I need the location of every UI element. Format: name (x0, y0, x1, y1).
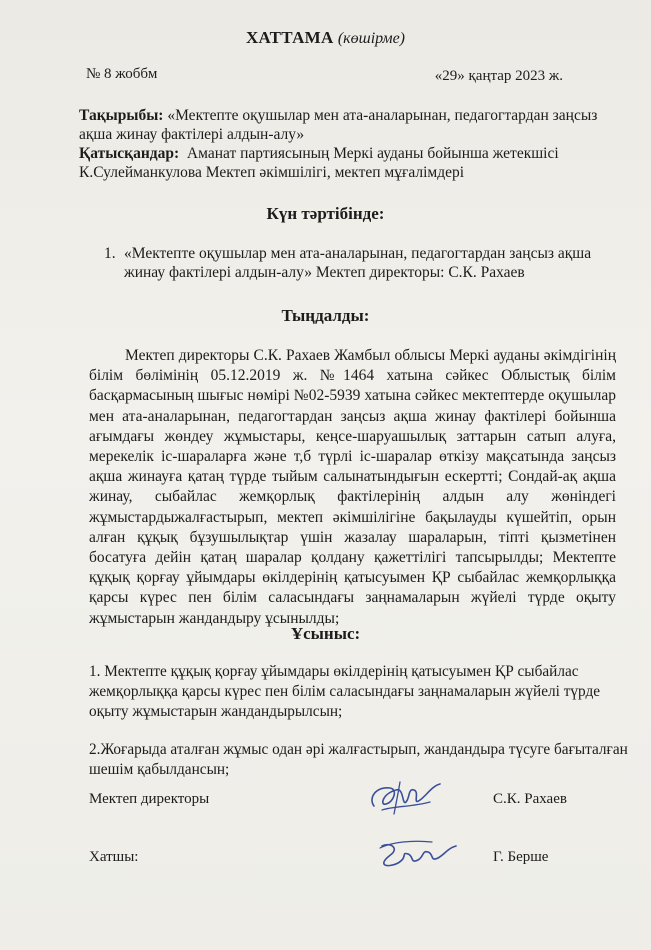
agenda-item-number: 1. (104, 245, 116, 262)
secretary-signature-icon (372, 836, 462, 876)
proposal-item-1: 1. Мектепте құқық қорғау ұйымдары өкілдерінің қатысуымен ҚР сыбайлас жемқорлыққа қарсы күрес пен білім саласындағы заңнамаларын жүйелі түрде оқыту жұмыстарын жандандырылсын; (89, 663, 601, 720)
secretary-name: Г. Берше (493, 849, 549, 865)
heard-paragraph (89, 346, 616, 629)
heard-text: Мектеп директоры С.К. Рахаев Жамбыл облысы Меркі ауданы әкімдігінің білім бөлімінің 05.12.2019 ж. №1464 хатына сәйкес Облыстық білім басқармасының шығыс нөмірі №02-5939 хатына сәйкес мектептерде оқушылар мен ата-аналарынан, педагогтардан заңсыз ақша жинау фактілері бойынша ағымдағы жөндеу жұмыстары, кеңсе-шаруашылық заттарын сатып алуға, мерекелік іс-шараларға және т,б түрлі іс-шаралар өткізу мақсатында заңсыз ақша жинауға қатаң түрде тыйым салынатындығын ескертті; Сондай-ақ ақша жинау, сыбайлас жемқорлық фактілерінің алдын алу жөніндегі жұмыстардыжалғастырып, мектеп әкімшілігіне бақылауды күшейтіп, орын алған құқық бұзушылықтар үшін жазалау шараларын, тіпті қызметінен босатуға дейін қатаң шаралар қолдану қажеттілігі тапсырылды; Мектепте құқық қорғау ұйымдары өкілдерінің қатысуымен ҚР сыбайлас жемқорлыққа қарсы күрес пен білім саласындағы заңнамаларын жүйелі түрде оқыту жұмыстарын жандандыру ұсынылды; (89, 347, 616, 627)
document-title: ХАТТАМА (көшірме) (245, 28, 406, 47)
heard-heading: Тыңдалды: (281, 306, 370, 325)
protocol-date: «29» қаңтар 2023 ж. (434, 68, 563, 84)
topic-label: Тақырыбы: (79, 107, 164, 124)
director-name: С.К. Рахаев (493, 791, 567, 807)
director-role: Мектеп директоры (89, 791, 210, 807)
topic-block (79, 106, 599, 182)
proposal-heading: Ұсыныс: (290, 624, 361, 643)
participants-label: Қатысқандар: (79, 145, 180, 162)
director-signature-icon (360, 776, 450, 820)
proposal-item-2: 2.Жоғарыда аталған жұмыс одан әрі жалғастырып, жандандыра түсуге бағыталған шешім қабылдансын; (89, 741, 628, 778)
agenda-heading: Күн тәртібінде: (266, 204, 385, 223)
topic-text: «Мектепте оқушылар мен ата-аналарынан, педагогтардан заңсыз ақша жинау фактілері алдын-алу» (79, 107, 598, 143)
agenda-item (104, 244, 614, 282)
secretary-role: Хатшы: (89, 849, 139, 865)
protocol-number: № 8 жоббм (86, 66, 158, 82)
participants-text: Аманат партиясының Меркі ауданы бойынша жетекшісі К.Сулейманкулова Мектеп әкімшілігі, мектеп мұғалімдері (79, 145, 559, 181)
agenda-item-text: «Мектепте оқушылар мен ата-аналарынан, педагогтардан заңсыз ақша жинау фактілері алдын-алу» Мектеп директоры: С.К. Рахаев (124, 245, 592, 281)
